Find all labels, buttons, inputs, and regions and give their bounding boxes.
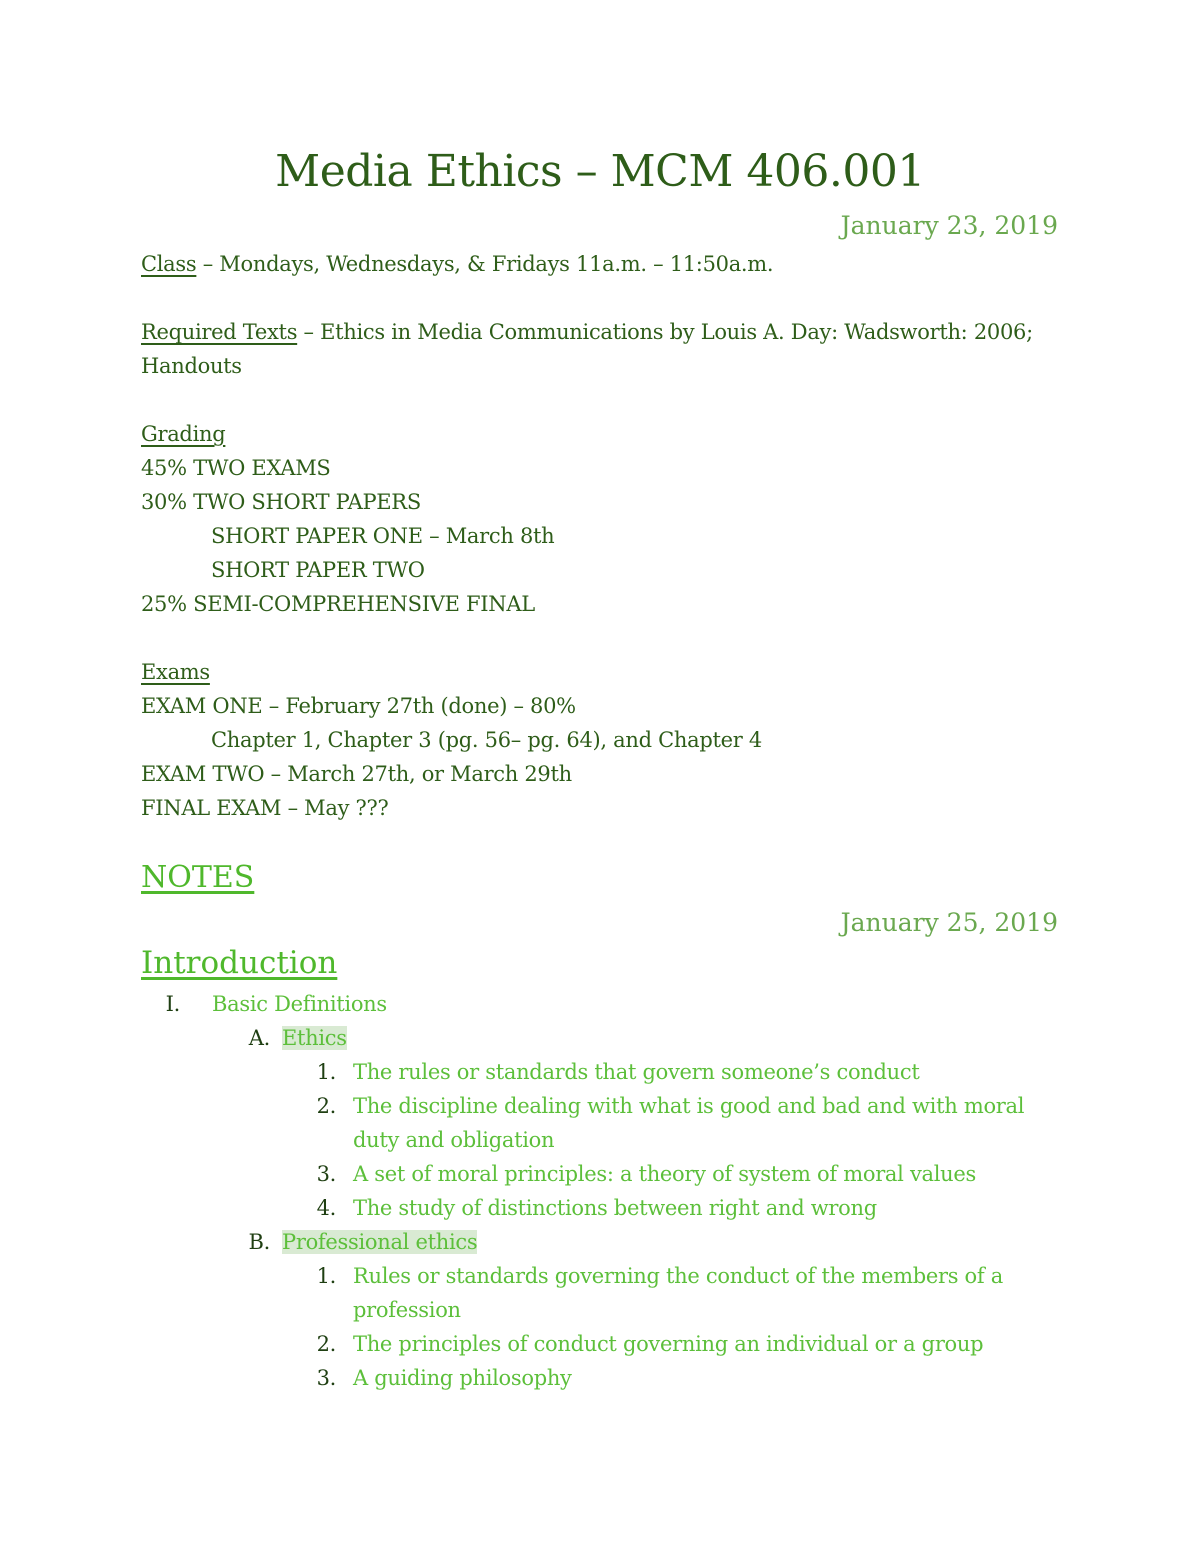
- outline-marker-b: B.: [248, 1230, 270, 1254]
- ethics-definition-continuation: duty and obligation: [353, 1128, 555, 1152]
- exams-label: Exams: [141, 660, 210, 684]
- introduction-heading: Introduction: [141, 945, 338, 981]
- list-marker: 3.: [316, 1366, 336, 1390]
- ethics-definition: The discipline dealing with what is good and bad and with moral: [353, 1094, 1025, 1118]
- professional-ethics-definition: Rules or standards governing the conduct of the members of a: [353, 1264, 1003, 1288]
- class-line: [141, 247, 773, 281]
- notes-heading: NOTES: [141, 860, 255, 895]
- required-texts-value: – Ethics in Media Communications by Louis A. Day: Wadsworth: 2006;: [297, 320, 1033, 344]
- exam-item: EXAM ONE – February 27th (done) – 80%: [141, 694, 576, 718]
- grading-subitem: SHORT PAPER ONE – March 8th: [211, 524, 555, 548]
- professional-ethics-highlight: Professional ethics: [282, 1230, 478, 1254]
- grading-item: 45% TWO EXAMS: [141, 456, 331, 480]
- list-marker: 2.: [316, 1332, 336, 1356]
- grading-item: 30% TWO SHORT PAPERS: [141, 490, 421, 514]
- professional-ethics-definition: A guiding philosophy: [353, 1366, 572, 1390]
- ethics-definition: The rules or standards that govern someone’s conduct: [353, 1060, 920, 1084]
- date-january-23: January 23, 2019: [840, 211, 1058, 240]
- professional-ethics-definition: The principles of conduct governing an individual or a group: [353, 1332, 984, 1356]
- list-marker: 1.: [316, 1264, 336, 1288]
- list-marker: 1.: [316, 1060, 336, 1084]
- grading-subitem: SHORT PAPER TWO: [211, 558, 425, 582]
- outline-marker-i: I.: [165, 992, 180, 1016]
- ethics-highlight: Ethics: [282, 1026, 347, 1050]
- professional-ethics-definition-continuation: profession: [353, 1298, 461, 1322]
- required-texts-continuation: Handouts: [141, 354, 242, 378]
- exam-item: FINAL EXAM – May ???: [141, 796, 389, 820]
- list-marker: 2.: [316, 1094, 336, 1118]
- outline-basic-definitions: Basic Definitions: [212, 992, 387, 1016]
- exam-item: EXAM TWO – March 27th, or March 29th: [141, 762, 572, 786]
- ethics-definition: A set of moral principles: a theory of system of moral values: [353, 1162, 976, 1186]
- class-schedule: – Mondays, Wednesdays, & Fridays 11a.m. – 11:50a.m.: [196, 252, 774, 276]
- outline-marker-a: A.: [248, 1026, 270, 1050]
- required-texts-line: [141, 315, 1033, 349]
- list-marker: 4.: [316, 1196, 336, 1220]
- grading-item: 25% SEMI-COMPREHENSIVE FINAL: [141, 592, 535, 616]
- list-marker: 3.: [316, 1162, 336, 1186]
- required-texts-label: Required Texts: [141, 320, 298, 344]
- outline-professional-ethics: [282, 1225, 477, 1259]
- exam-subitem: Chapter 1, Chapter 3 (pg. 56– pg. 64), and Chapter 4: [211, 728, 762, 752]
- grading-label: Grading: [141, 422, 226, 446]
- date-january-25: January 25, 2019: [840, 908, 1058, 937]
- class-label: Class: [141, 252, 197, 276]
- outline-ethics: [282, 1021, 347, 1055]
- page-title: Media Ethics – MCM 406.001: [275, 146, 925, 197]
- ethics-definition: The study of distinctions between right and wrong: [353, 1196, 877, 1220]
